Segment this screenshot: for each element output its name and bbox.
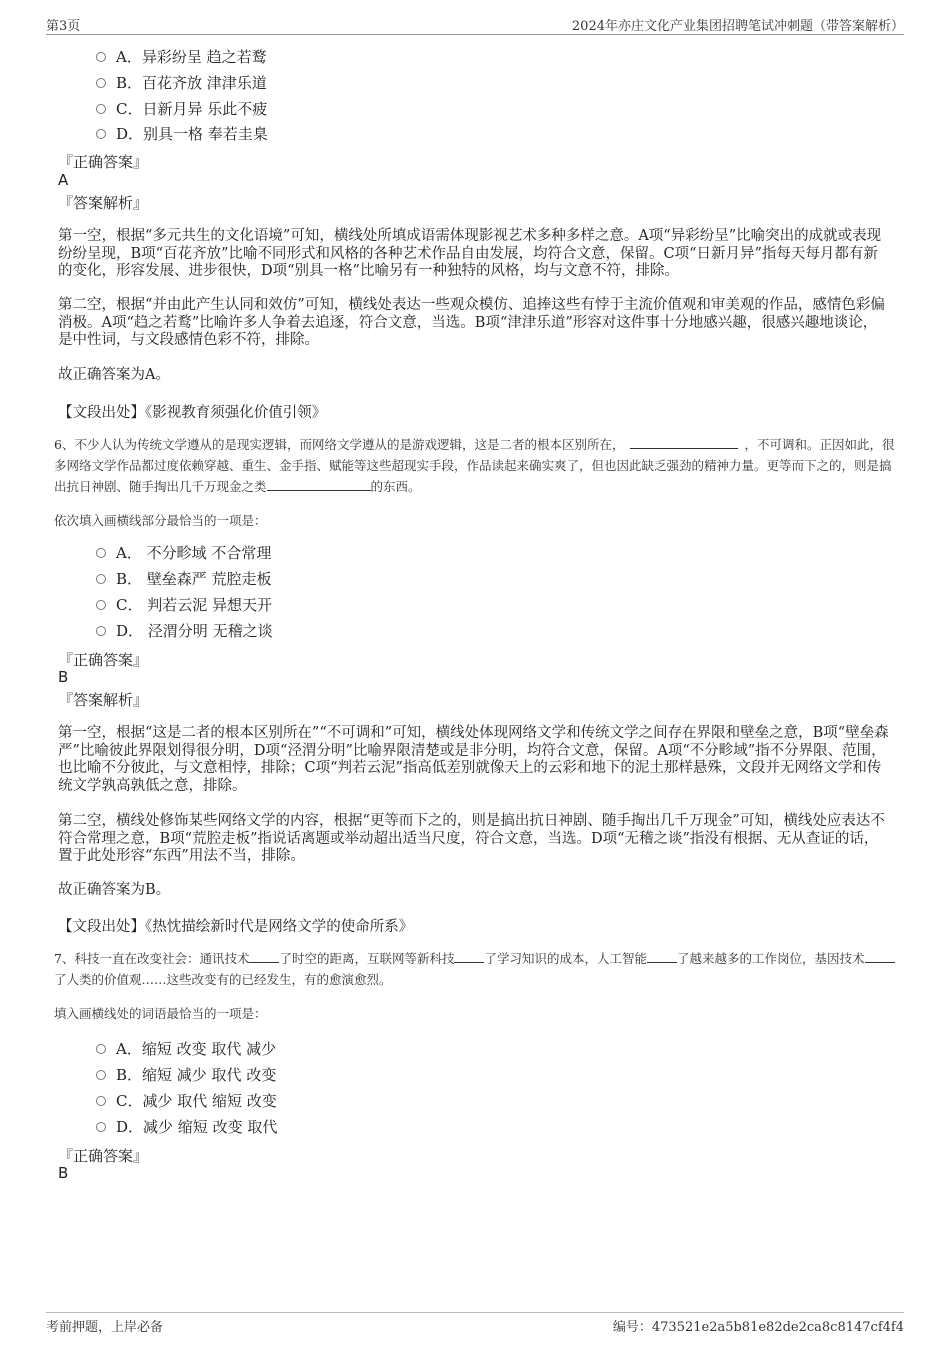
q6-source: 【文段出处】《热忱描绘新时代是网络文学的使命所系》 xyxy=(58,919,414,935)
q5-answer: A xyxy=(58,171,69,189)
q7-option-b[interactable]: B．缩短 减少 取代 改变 xyxy=(96,1064,276,1086)
radio-icon[interactable] xyxy=(96,1122,106,1132)
q7-option-a[interactable]: A．缩短 改变 取代 减少 xyxy=(96,1038,276,1060)
q7-prompt: 填入画横线处的词语最恰当的一项是： xyxy=(54,1006,267,1021)
blank xyxy=(865,950,895,963)
q6-correct-label: 『正确答案』 xyxy=(58,651,149,669)
q5-analysis-para1: 第一空，根据“多元共生的文化语境”可知，横线处所填成语需体现影视艺术多种多样之意。A项“异彩纷呈”比喻突出的成就或表现纷纷呈现，B项“百花齐放”比喻不同形式和风格的各种艺术作品自由发展，均符合文意，保留。C项“日新月异”指每天每月都有新的变化，形容发展、进步很快，D项“别具一格”比喻另有一种独特的风格，均与文意不符，排除。 xyxy=(58,228,882,279)
radio-icon[interactable] xyxy=(96,548,106,558)
q6-stem: 6、不少人认为传统文学遵从的是现实逻辑，而网络文学遵从的是游戏逻辑，这是二者的根本区别所在， ，不可调和。正因如此，很多网络文学作品都过度依赖穿越、重生、金手指、赋能等这些超现实手段，作品读起来确实爽了，但也因此缺乏强劲的精神力量。更等而下之的，则是搞出抗日神剧、随手掏出几千万现金之类 的东西。 xyxy=(54,437,895,494)
radio-icon[interactable] xyxy=(96,626,106,636)
q7-correct-label: 『正确答案』 xyxy=(58,1147,149,1165)
q5-option-a[interactable]: A．异彩纷呈 趋之若鹜 xyxy=(96,46,267,68)
q7-answer: B xyxy=(58,1164,69,1182)
q6-conclusion: 故正确答案为B。 xyxy=(58,882,171,898)
radio-icon[interactable] xyxy=(96,600,106,610)
blank xyxy=(249,950,279,963)
q5-analysis-para2: 第二空，根据“并由此产生认同和效仿”可知，横线处表达一些观众模仿、追捧这些有悖于主流价值观和审美观的作品，感情色彩偏消极。A项“趋之若鹜”比喻许多人争着去追逐，符合文意，当选。B项“津津乐道”形容对这件事十分地感兴趣，很感兴趣地谈论，是中性词，与文段感情色彩不符，排除。 xyxy=(58,297,885,348)
q6-option-d[interactable]: D． 泾渭分明 无稽之谈 xyxy=(96,620,273,642)
page-header xyxy=(46,12,904,35)
radio-icon[interactable] xyxy=(96,1044,106,1054)
q7-stem: 7、科技一直在改变社会：通讯技术 了时空的距离，互联网等新科技 了学习知识的成本，人工智能 了越来越多的工作岗位，基因技术了人类的价值观……这些改变有的已经发生，有的愈演愈烈。 xyxy=(54,948,896,990)
page-footer xyxy=(46,1312,904,1337)
q5-option-b[interactable]: B．百花齐放 津津乐道 xyxy=(96,72,267,94)
blank xyxy=(267,478,371,491)
radio-icon[interactable] xyxy=(96,78,106,88)
document-title: 2024年亦庄文化产业集团招聘笔试冲刺题（带答案解析） xyxy=(571,19,904,34)
blank xyxy=(647,950,677,963)
blank xyxy=(454,950,484,963)
q5-correct-label: 『正确答案』 xyxy=(58,153,149,171)
radio-icon[interactable] xyxy=(96,1096,106,1106)
q6-analysis-label: 『答案解析』 xyxy=(58,691,149,709)
q7-option-d[interactable]: D．减少 缩短 改变 取代 xyxy=(96,1116,277,1138)
q5-source: 【文段出处】《影视教育须强化价值引领》 xyxy=(58,405,327,421)
q6-analysis-para1: 第一空，根据“这是二者的根本区别所在”“不可调和”可知，横线处体现网络文学和传统文学之间存在界限和壁垒之意，B项“壁垒森严”比喻彼此界限划得很分明，D项“泾渭分明”比喻界限清楚或是非分明，均符合文意，保留。A项“不分畛域”指不分界限、范围，也比喻不分彼此，与文意相悖，排除；C项“判若云泥”指高低差别就像天上的云彩和地下的泥土那样悬殊，文段并无网络文学和传统文学孰高孰低之意，排除。 xyxy=(58,725,889,794)
q6-option-a[interactable]: A． 不分畛域 不合常理 xyxy=(96,542,271,564)
radio-icon[interactable] xyxy=(96,52,106,62)
q6-answer: B xyxy=(58,668,69,686)
footer-slogan: 考前押题，上岸必备 xyxy=(46,1320,164,1335)
radio-icon[interactable] xyxy=(96,129,106,139)
radio-icon[interactable] xyxy=(96,1070,106,1080)
q7-option-c[interactable]: C．减少 取代 缩短 改变 xyxy=(96,1090,277,1112)
q6-prompt: 依次填入画横线部分最恰当的一项是： xyxy=(54,513,267,528)
q6-option-c[interactable]: C． 判若云泥 异想天开 xyxy=(96,594,272,616)
radio-icon[interactable] xyxy=(96,574,106,584)
q6-analysis-para2: 第二空，横线处修饰某些网络文学的内容，根据“更等而下之的，则是搞出抗日神剧、随手掏出几千万现金”可知，横线处应表达不符合常理之意，B项“荒腔走板”指说话离题或举动超出适当尺度，符合文意，当选。D项“无稽之谈”指没有根据、无从查证的话，置于此处形容“东西”用法不当，排除。 xyxy=(58,813,885,864)
document-id: 编号：473521e2a5b81e82de2ca8c8147cf4f4 xyxy=(612,1320,904,1335)
page-number: 第3页 xyxy=(46,19,81,34)
q5-option-c[interactable]: C．日新月异 乐此不疲 xyxy=(96,98,267,120)
q5-option-d[interactable]: D．别具一格 奉若圭臬 xyxy=(96,123,268,145)
q6-option-b[interactable]: B． 壁垒森严 荒腔走板 xyxy=(96,568,272,590)
q5-analysis-label: 『答案解析』 xyxy=(58,194,149,212)
blank xyxy=(630,436,738,449)
q5-conclusion: 故正确答案为A。 xyxy=(58,367,170,383)
radio-icon[interactable] xyxy=(96,104,106,114)
